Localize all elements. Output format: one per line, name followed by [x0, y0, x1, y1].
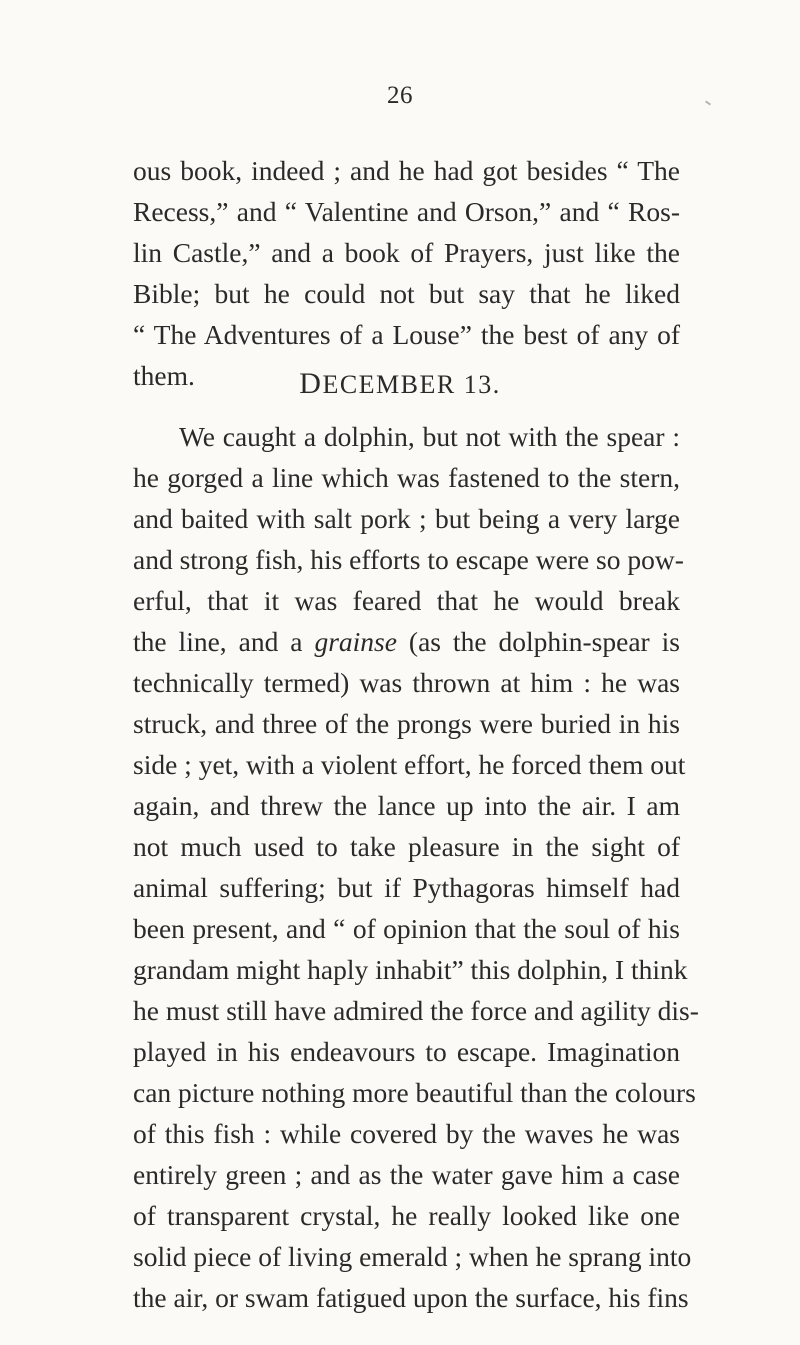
text-line: We caught a dolphin, but not with the spear :: [179, 421, 680, 452]
heading-rest: ECEMBER 13.: [322, 370, 501, 399]
italic-term: grainse: [314, 626, 397, 657]
text-line: and baited with salt pork ; but being a very large: [133, 503, 680, 534]
text-line: Recess,” and “ Valentine and Orson,” and “ Ros-: [133, 196, 680, 227]
text-line: lin Castle,” and a book of Prayers, just like the: [133, 237, 680, 268]
section-heading: [0, 367, 800, 401]
text-line: struck, and three of the prongs were buried in his: [133, 708, 680, 739]
text-line: ous book, indeed ; and he had got besides “ The: [133, 155, 680, 186]
main-paragraph: [133, 416, 699, 1318]
text-line: entirely green ; and as the water gave him a case: [133, 1159, 680, 1190]
text-line: been present, and “ of opinion that the soul of his: [133, 913, 680, 944]
text-line: the air, or swam fatigued upon the surface, his fins: [133, 1282, 689, 1313]
text-line: grandam might haply inhabit” this dolphin, I think: [133, 954, 688, 985]
text-line: again, and threw the lance up into the air. I am: [133, 790, 680, 821]
text-segment: (as the dolphin-spear is: [396, 626, 680, 657]
top-paragraph: [133, 150, 680, 396]
text-line: he gorged a line which was fastened to the stern,: [133, 462, 680, 493]
text-line: solid piece of living emerald ; when he sprang into: [133, 1241, 692, 1272]
text-line: can picture nothing more beautiful than the colours: [133, 1077, 696, 1108]
text-line: of transparent crystal, he really looked like one: [133, 1200, 680, 1231]
text-line: played in his endeavours to escape. Imagination: [133, 1036, 680, 1067]
text-line: he must still have admired the force and agility dis-: [133, 995, 699, 1026]
text-line: them.: [133, 360, 195, 391]
text-line: and strong fish, his efforts to escape were so pow-: [133, 544, 684, 575]
text-line: side ; yet, with a violent effort, he forced them out: [133, 749, 686, 780]
heading-initial: D: [299, 367, 323, 400]
text-line: Bible; but he could not but say that he liked: [133, 278, 680, 309]
page-number: 26: [387, 82, 413, 109]
text-line: not much used to take pleasure in the sight of: [133, 831, 680, 862]
text-line: “ The Adventures of a Louse” the best of any of: [133, 319, 680, 350]
text-line-with-italic: [133, 621, 680, 662]
text-line: of this fish : while covered by the waves he was: [133, 1118, 680, 1149]
text-line: animal suffering; but if Pythagoras himself had: [133, 872, 680, 903]
text-segment: the line, and a: [133, 626, 315, 657]
text-line: technically termed) was thrown at him : he was: [133, 667, 680, 698]
text-line: erful, that it was feared that he would break: [133, 585, 680, 616]
